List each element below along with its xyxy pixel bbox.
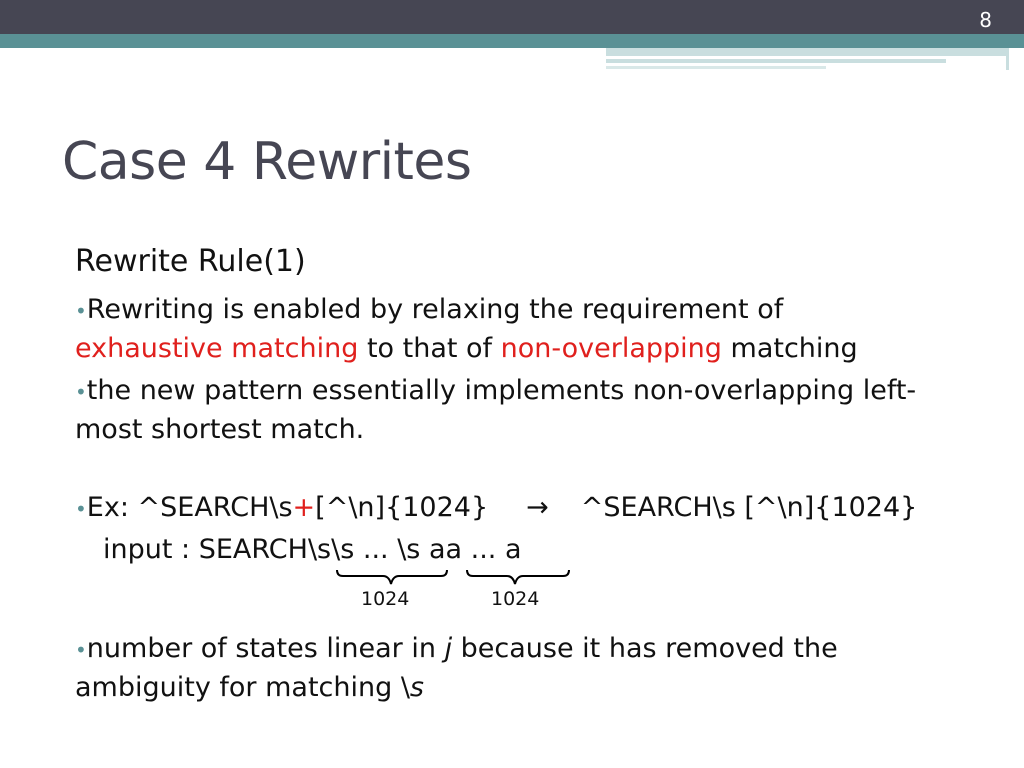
page-number: 8: [979, 8, 992, 32]
bullet-item-example: [75, 489, 975, 528]
brace-label: 1024: [361, 588, 410, 610]
underbrace-right: [467, 570, 569, 584]
brace-annotations: [75, 568, 975, 630]
italic-s: s: [409, 672, 424, 703]
italic-j: j: [444, 633, 453, 664]
slide-title: Case 4 Rewrites: [62, 132, 472, 192]
example-rewritten: ^SEARCH\s [^\n]{1024}: [580, 492, 918, 523]
decorative-stripe: [606, 66, 826, 69]
bullet-icon: •: [75, 299, 87, 323]
bullet-text: the new pattern essentially implements non-overlapping left-most shortest match.: [75, 375, 917, 445]
bullet-icon: •: [75, 380, 87, 404]
bullet-text: number of states linear in: [86, 633, 445, 664]
plus-symbol: +: [292, 492, 316, 523]
header-accent-bar: [0, 34, 1024, 48]
header-bar: [0, 0, 1024, 34]
highlight-text: exhaustive matching: [75, 333, 359, 364]
bullet-item: [75, 630, 975, 707]
brace-label: 1024: [491, 588, 540, 610]
subheading: Rewrite Rule(1): [75, 244, 306, 279]
bullet-icon: •: [75, 638, 87, 662]
bullet-item: [75, 372, 975, 449]
bullet-item: [75, 291, 975, 368]
bullet-text: matching: [721, 333, 858, 364]
example-pattern: [^\n]{1024}: [315, 492, 489, 523]
bullet-text: to that of: [358, 333, 501, 364]
slide-body: [75, 244, 975, 711]
decorative-line: [1006, 48, 1009, 70]
decorative-stripe: [606, 48, 1006, 56]
example-prefix: Ex: ^SEARCH\s: [86, 492, 293, 523]
underbrace-left: [337, 570, 447, 584]
input-example: input : SEARCH\s\s ... \s aa ... a: [103, 534, 522, 565]
highlight-text: non-overlapping: [500, 333, 722, 364]
bullet-text: because it has removed the ambiguity for matching \: [75, 633, 838, 703]
bullet-icon: •: [75, 497, 87, 521]
bullet-text: Rewriting is enabled by relaxing the requirement of: [86, 294, 784, 325]
decorative-stripe: [606, 59, 946, 63]
right-arrow-icon: →: [526, 492, 549, 523]
